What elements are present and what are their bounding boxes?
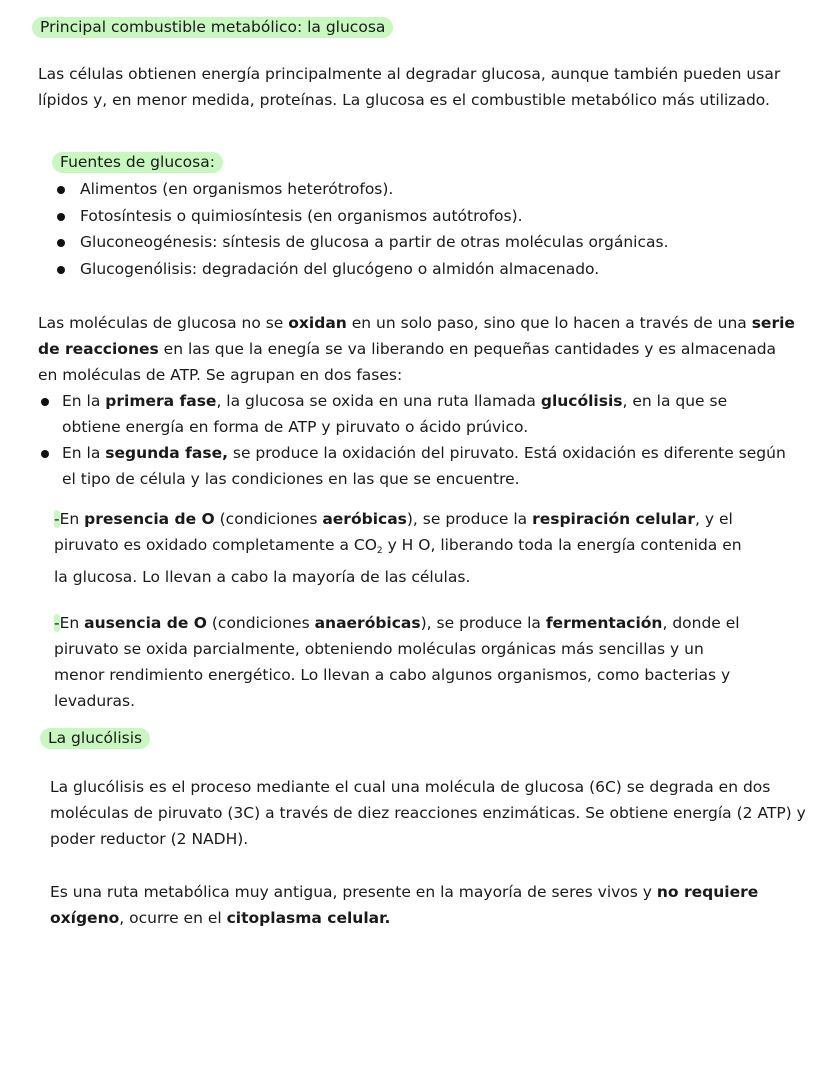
bold-term: anaeróbicas xyxy=(314,614,421,632)
aerobic-paragraph: -En presencia de O (condiciones aeróbicas), se produce la respiración celular, y el piruvato es oxidado completamente a $CO_2$ y H O, liberando toda la energía contenida en la glucosa. Lo llevan a cabo la mayoría de las células. xyxy=(54,510,742,586)
section-heading-glycolysis: La glucólisis xyxy=(40,728,150,749)
sources-list xyxy=(52,176,792,282)
bold-term: fermentación xyxy=(545,614,663,632)
ancient-pathway-paragraph: Es una ruta metabólica muy antigua, presente en la mayoría de seres vivos y no requiere oxígeno, ocurre en el citoplasma celular. xyxy=(50,883,759,927)
dash-marker: - xyxy=(54,510,60,528)
bold-term: no requiere oxígeno xyxy=(50,883,759,927)
intro-paragraph: Las células obtienen energía principalmente al degradar glucosa, aunque también pueden usar lípidos y, en menor medida, proteínas. La glucosa es el combustible metabólico más utilizado. xyxy=(38,65,781,109)
list-item: Gluconeogénesis: síntesis de glucosa a partir de otras moléculas orgánicas. xyxy=(52,229,792,256)
section-heading-glucose: Principal combustible metabólico: la glucosa xyxy=(32,17,393,38)
list-item-second-phase: En la segunda fase, se produce la oxidación del piruvato. Está oxidación es diferente según el tipo de célula y las condiciones en las que se encuentre. xyxy=(38,440,788,492)
dash-marker: - xyxy=(54,614,60,632)
bold-term: ausencia de O xyxy=(84,614,207,632)
sources-heading: Fuentes de glucosa: xyxy=(52,152,223,173)
list-item: Glucogenólisis: degradación del glucógeno o almidón almacenado. xyxy=(52,256,792,283)
oxidation-paragraph: Las moléculas de glucosa no se oxidan en un solo paso, sino que lo hacen a través de una serie de reacciones en las que la enegía se va liberando en pequeñas cantidades y es almacenada en moléculas de ATP. Se agrupan en dos fases: xyxy=(38,314,795,384)
phases-list xyxy=(38,388,788,492)
bold-term: serie de reacciones xyxy=(38,314,795,358)
bold-term: segunda fase, xyxy=(105,444,228,462)
bold-term: aeróbicas xyxy=(322,510,407,528)
subscript: 2 xyxy=(376,546,383,556)
bold-term: primera fase xyxy=(105,392,217,410)
list-item: Alimentos (en organismos heterótrofos). xyxy=(52,176,792,203)
bold-term: respiración celular xyxy=(532,510,696,528)
bold-term: citoplasma celular. xyxy=(226,909,391,927)
list-item: Fotosíntesis o quimiosíntesis (en organismos autótrofos). xyxy=(52,203,792,230)
glycolysis-definition: La glucólisis es el proceso mediante el cual una molécula de glucosa (6C) se degrada en dos moléculas de piruvato (3C) a través de diez reacciones enzimáticas. Se obtiene energía (2 ATP) y poder reductor (2 NADH). xyxy=(50,778,806,848)
bold-term: presencia de O xyxy=(84,510,215,528)
anaerobic-paragraph: -En ausencia de O (condiciones anaeróbicas), se produce la fermentación, donde el piruvato se oxida parcialmente, obteniendo moléculas orgánicas más sencillas y un menor rendimiento energético. Lo llevan a cabo algunos organismos, como bacterias y levaduras. xyxy=(54,614,740,710)
bold-term: oxidan xyxy=(288,314,347,332)
bold-term: glucólisis xyxy=(540,392,623,410)
list-item-first-phase: En la primera fase, la glucosa se oxida en una ruta llamada glucólisis, en la que se obtiene energía en forma de ATP y piruvato o ácido prúvico. xyxy=(38,388,788,440)
